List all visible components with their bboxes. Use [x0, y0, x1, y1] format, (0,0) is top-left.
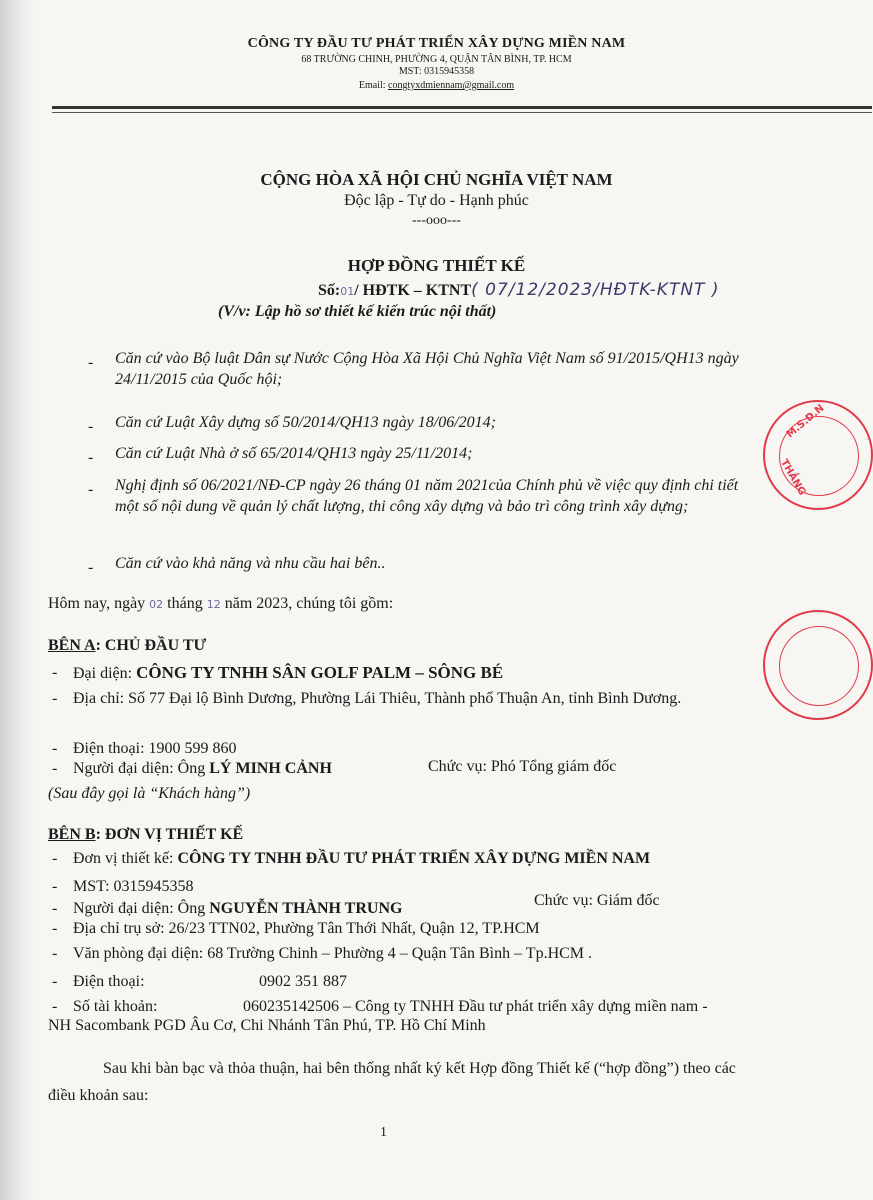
date-line: [48, 593, 393, 615]
stamp-text-msdn: M.S.D.N: [784, 402, 827, 441]
party-a-heading: BÊN A: CHỦ ĐẦU TƯ: [48, 637, 207, 654]
party-b-position: Chức vụ: Giám đốc: [534, 892, 660, 909]
letterhead-email-line: [0, 80, 873, 91]
party-b-account: - Số tài khoản: 060235142506 – Công ty TNHH Đầu tư phát triển xây dựng miền nam -: [52, 998, 708, 1015]
basis-item: - Căn cứ vào khả năng và nhu cầu hai bên..: [88, 555, 386, 576]
date-mid: tháng: [167, 595, 203, 612]
contract-number-label: Số:: [318, 282, 341, 299]
party-a-note: (Sau đây gọi là “Khách hàng”): [48, 785, 251, 802]
party-b-unit: - Đơn vị thiết kế: CÔNG TY TNHH ĐẦU TƯ PHÁT TRIỂN XÂY DỰNG MIỀN NAM: [52, 850, 651, 867]
contract-number: [318, 280, 719, 300]
contract-subject: (V/v: Lập hồ sơ thiết kế kiến trúc nội thất): [218, 303, 497, 320]
basis-item: - Căn cứ Luật Xây dựng số 50/2014/QH13 ngày 18/06/2014;: [88, 414, 496, 435]
basis-item: - Căn cứ Luật Nhà ở số 65/2014/QH13 ngày 25/11/2014;: [88, 445, 473, 466]
party-a-address: - Địa chỉ: Số 77 Đại lộ Bình Dương, Phường Lái Thiêu, Thành phố Thuận An, tỉnh Bình Dương.: [52, 690, 682, 707]
national-title: CỘNG HÒA XÃ HỘI CHỦ NGHĨA VIỆT NAM: [260, 170, 613, 189]
header-rule-thin: [52, 112, 872, 113]
company-stamp-top: [763, 400, 873, 510]
party-b-mst: - MST: 0315945358: [52, 878, 194, 895]
party-a-representative: - Đại diện: CÔNG TY TNHH SÂN GOLF PALM – SÔNG BÉ: [52, 663, 504, 682]
date-month-handwritten: 12: [206, 598, 221, 611]
page-number: 1: [380, 1125, 387, 1140]
national-separator: ---ooo---: [412, 213, 461, 228]
stamp-text-side: THẮNG: [778, 457, 808, 498]
basis-item: - Căn cứ vào Bộ luật Dân sự Nước Cộng Hòa Xã Hội Chủ Nghĩa Việt Nam số 91/2015/QH13 ngày 24/11/2015 của Quốc hội;: [88, 350, 739, 388]
party-a-person: - Người đại diện: Ông LÝ MINH CẢNH: [52, 760, 332, 777]
party-b-office: - Văn phòng đại diện: 68 Trường Chinh – Phường 4 – Quận Tân Bình – Tp.HCM .: [52, 945, 593, 962]
date-prefix: Hôm nay, ngày: [48, 595, 146, 612]
header-rule-thick: [52, 106, 872, 109]
contract-title: HỢP ĐỒNG THIẾT KẾ: [347, 256, 526, 275]
contract-number-handwritten: 01: [340, 285, 355, 298]
contract-number-code: / HĐTK – KTNT: [354, 282, 472, 299]
company-stamp-bottom: [763, 610, 873, 720]
party-a-phone: - Điện thoại: 1900 599 860: [52, 740, 237, 757]
date-day-handwritten: 02: [149, 598, 164, 611]
letterhead-mst: MST: 0315945358: [398, 66, 475, 77]
email-link[interactable]: congtyxdmiennam@gmail.com: [388, 80, 515, 91]
email-label: Email:: [358, 80, 389, 91]
letterhead-company: CÔNG TY ĐẦU TƯ PHÁT TRIỂN XÂY DỰNG MIỀN NAM: [247, 36, 626, 51]
contract-number-handwritten-note: ( 07/12/2023/HĐTK-KTNT ): [471, 280, 720, 300]
party-b-heading: BÊN B: ĐƠN VỊ THIẾT KẾ: [48, 826, 244, 843]
basis-item: - Nghị định số 06/2021/NĐ-CP ngày 26 tháng 01 năm 2021của Chính phủ về việc quy định chi tiết một số nội dung về quản lý chất lượng, thi công xây dựng và bảo trì công trình xây dựng;: [88, 477, 739, 515]
party-b-hq: - Địa chỉ trụ sở: 26/23 TTN02, Phường Tân Thới Nhất, Quận 12, TP.HCM: [52, 920, 540, 937]
date-suffix: năm 2023, chúng tôi gồm:: [224, 595, 394, 612]
party-a-position: Chức vụ: Phó Tổng giám đốc: [428, 758, 617, 775]
letterhead-address: 68 TRƯỜNG CHINH, PHƯỜNG 4, QUẬN TÂN BÌNH, TP. HCM: [301, 54, 572, 65]
closing-paragraph: Sau khi bàn bạc và thỏa thuận, hai bên thống nhất ký kết Hợp đồng Thiết kế (“hợp đồng”) theo các điều khoản sau:: [48, 1060, 736, 1104]
party-b-bank: NH Sacombank PGD Âu Cơ, Chi Nhánh Tân Phú, TP. Hồ Chí Minh: [48, 1017, 486, 1034]
national-motto: Độc lập - Tự do - Hạnh phúc: [344, 192, 529, 209]
party-b-person: - Người đại diện: Ông NGUYỄN THÀNH TRUNG: [52, 900, 403, 917]
party-b-phone: - Điện thoại: 0902 351 887: [52, 973, 347, 990]
